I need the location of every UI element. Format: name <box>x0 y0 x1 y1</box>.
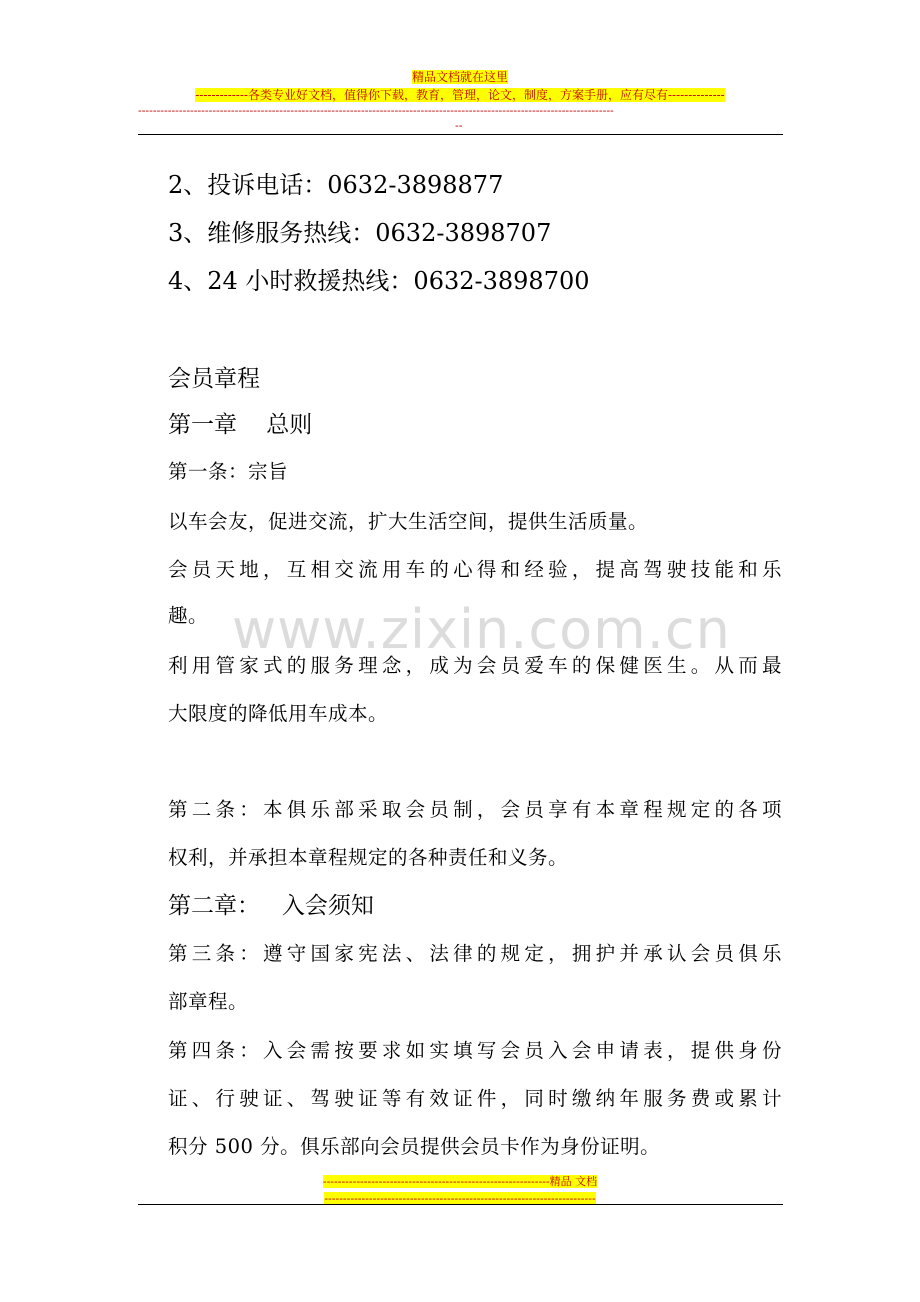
header-rule <box>138 134 783 135</box>
contact-repair-hotline: 3、维修服务热线：0632-3898707 <box>168 219 552 247</box>
contact-rescue-hotline: 4、24 小时救援热线：0632-3898700 <box>168 267 590 295</box>
footer-title-text: -------------------------------------------------------------精品 文档 <box>322 1175 598 1188</box>
header-dash-line: -------------------------------------------------------------------------------------------------------------------------------- <box>138 105 614 117</box>
chapter-1-heading: 第一章 总则 <box>168 412 313 438</box>
header-tagline-text: -------------各类专业好文档，值得你下载，教育，管理，论文，制度，方案手册，应有尽有-------------- <box>195 88 725 102</box>
article-4-line-1: 第四条：入会需按要求如实填写会员入会申请表，提供身份 <box>168 1039 782 1062</box>
article-1-para-3-line-2: 大限度的降低用车成本。 <box>168 702 389 725</box>
document-title: 会员章程 <box>168 366 260 392</box>
contact-complaint-phone: 2、投诉电话：0632-3898877 <box>168 171 504 199</box>
article-3-line-1: 第三条：遵守国家宪法、法律的规定，拥护并承认会员俱乐 <box>168 942 782 965</box>
article-1-para-2-line-1: 会员天地，互相交流用车的心得和经验，提高驾驶技能和乐 <box>168 558 782 581</box>
header-title-text: 精品文档就在这里 <box>411 70 508 84</box>
article-2-line-1: 第二条：本俱乐部采取会员制，会员享有本章程规定的各项 <box>168 798 782 821</box>
watermark: www.zixin.com.cn <box>232 598 731 661</box>
article-4-line-2: 证、行驶证、驾驶证等有效证件，同时缴纳年服务费或累计 <box>168 1087 782 1110</box>
article-4-line-3: 积分 500 分。俱乐部向会员提供会员卡作为身份证明。 <box>168 1135 661 1158</box>
header-banner-title <box>0 66 920 85</box>
article-1-heading: 第一条：宗旨 <box>168 460 289 483</box>
article-1-para-2-line-2: 趣。 <box>168 604 209 627</box>
article-1-para-1: 以车会友，促进交流，扩大生活空间，提供生活质量。 <box>168 510 649 533</box>
chapter-2-heading: 第二章： 入会须知 <box>168 893 374 919</box>
footer-rule <box>138 1204 783 1205</box>
header-dash-tail: -- <box>455 120 463 132</box>
footer-dash-text: ------------------------------------------------------------------------- <box>324 1192 596 1205</box>
article-1-para-3-line-1: 利用管家式的服务理念，成为会员爱车的保健医生。从而最 <box>168 654 782 677</box>
header-banner-tagline <box>0 84 920 103</box>
article-2-line-2: 权利，并承担本章程规定的各种责任和义务。 <box>168 846 569 869</box>
article-3-line-2: 部章程。 <box>168 990 249 1013</box>
